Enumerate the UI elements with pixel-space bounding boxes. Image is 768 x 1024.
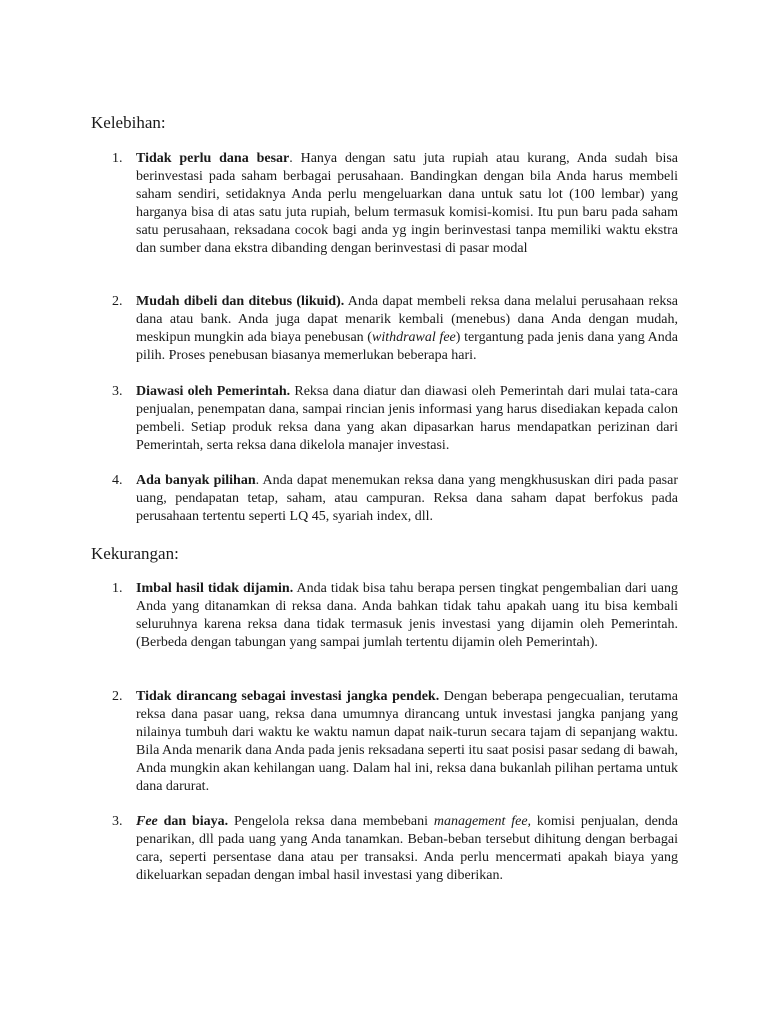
item-text [136,383,678,455]
item-number: 2. [112,294,123,309]
item-number: 1. [112,151,123,166]
item-text [136,150,678,258]
item-number: 3. [112,384,123,399]
item-lead: Ada banyak pilihan [136,473,256,488]
item-lead: dan biaya. [157,814,229,829]
item-emphasis: management fee, [433,814,532,829]
item-text [136,580,678,652]
item-number: 2. [112,689,123,704]
item-number: 1. [112,581,123,596]
item-body: Anda tidak bisa tahu berapa persen tingkat pengembalian dari uang Anda yang ditanamkan di reksa dana. Anda bahkan tidak tahu apakah uang itu bisa kembali seluruhnya karena reksa dana tidak termasuk jenis investasi yang dijamin oleh Pemerintah. (Berbeda dengan tabungan yang sampai jumlah tertentu dijamin oleh Pemerintah). [136,581,678,650]
item-text [136,688,678,796]
item-lead: Mudah dibeli dan ditebus (likuid). [136,294,345,309]
item-lead: Tidak dirancang sebagai investasi jangka pendek. [136,689,440,704]
item-text [136,813,678,885]
item-lead-emphasis: Fee [136,814,158,829]
item-emphasis: withdrawal fee [371,330,456,345]
item-body: Anda dapat membeli reksa dana melalui perusahaan reksa dana atau bank. Anda juga dapat menarik kembali (menebus) dana Anda dengan mudah, meskipun mungkin ada biaya penebusan ( [136,294,678,345]
item-body: . Hanya dengan satu juta rupiah atau kurang, Anda sudah bisa berinvestasi pada saham berbagai perusahaan. Bandingkan dengan bila Anda harus membeli saham sendiri, setidaknya Anda perlu mengeluarkan dana untuk satu lot (100 lembar) yang harganya bisa di atas satu juta rupiah, belum termasuk komisi-komisi. Itu pun baru pada saham satu perusahaan, reksadana cocok bagi anda yg ingin berinvestasi tanpa memiliki waktu ekstra dan sumber dana ekstra dibanding dengan berinvestasi di pasar modal [136,151,678,256]
disadvantages-heading: Kekurangan: [91,544,179,563]
item-number: 3. [112,814,123,829]
item-body: Reksa dana diatur dan diawasi oleh Pemerintah dari mulai tata-cara penjualan, penempatan dana, sampai rincian jenis informasi yang harus disediakan kepada calon pembeli. Setiap produk reksa dana yang akan dipasarkan harus mendapatkan perizinan dari Pemerintah, serta reksa dana dikelola manajer investasi. [136,384,678,453]
item-body: Pengelola reksa dana membebani [228,814,434,829]
advantages-heading: Kelebihan: [91,113,166,132]
item-lead: Tidak perlu dana besar [136,151,290,166]
item-number: 4. [112,473,123,488]
item-text [136,472,678,526]
item-body: Dengan beberapa pengecualian, terutama reksa dana pasar uang, reksa dana umumnya dirancang untuk investasi jangka panjang yang nilainya tumbuh dari waktu ke waktu namun dapat naik-turun secara tajam di sepanjang waktu. Bila Anda menarik dana Anda pada jenis reksadana seperti itu saat posisi pasar sedang di bawah, Anda mungkin akan kehilangan uang. Dalam hal ini, reksa dana bukanlah pilihan pertama untuk dana darurat. [136,689,678,794]
item-lead: Diawasi oleh Pemerintah. [136,384,291,399]
item-body: . Anda dapat menemukan reksa dana yang mengkhususkan diri pada pasar uang, pendapatan tetap, saham, atau campuran. Reksa dana saham dapat berfokus pada perusahaan tertentu seperti LQ 45, syariah index, dll. [136,473,678,524]
item-text [136,293,678,365]
item-body: komisi penjualan, denda penarikan, dll pada uang yang Anda tanamkan. Beban-beban tersebut dihitung dengan berbagai cara, seperti persentase dana atau per transaksi. Anda perlu mencermati apakah biaya yang dikeluarkan sepadan dengan imbal hasil investasi yang diberikan. [136,814,679,883]
item-body: ) tergantung pada jenis dana yang Anda pilih. Proses penebusan biasanya memerlukan beberapa hari. [136,330,678,363]
item-lead: Imbal hasil tidak dijamin. [136,581,294,596]
